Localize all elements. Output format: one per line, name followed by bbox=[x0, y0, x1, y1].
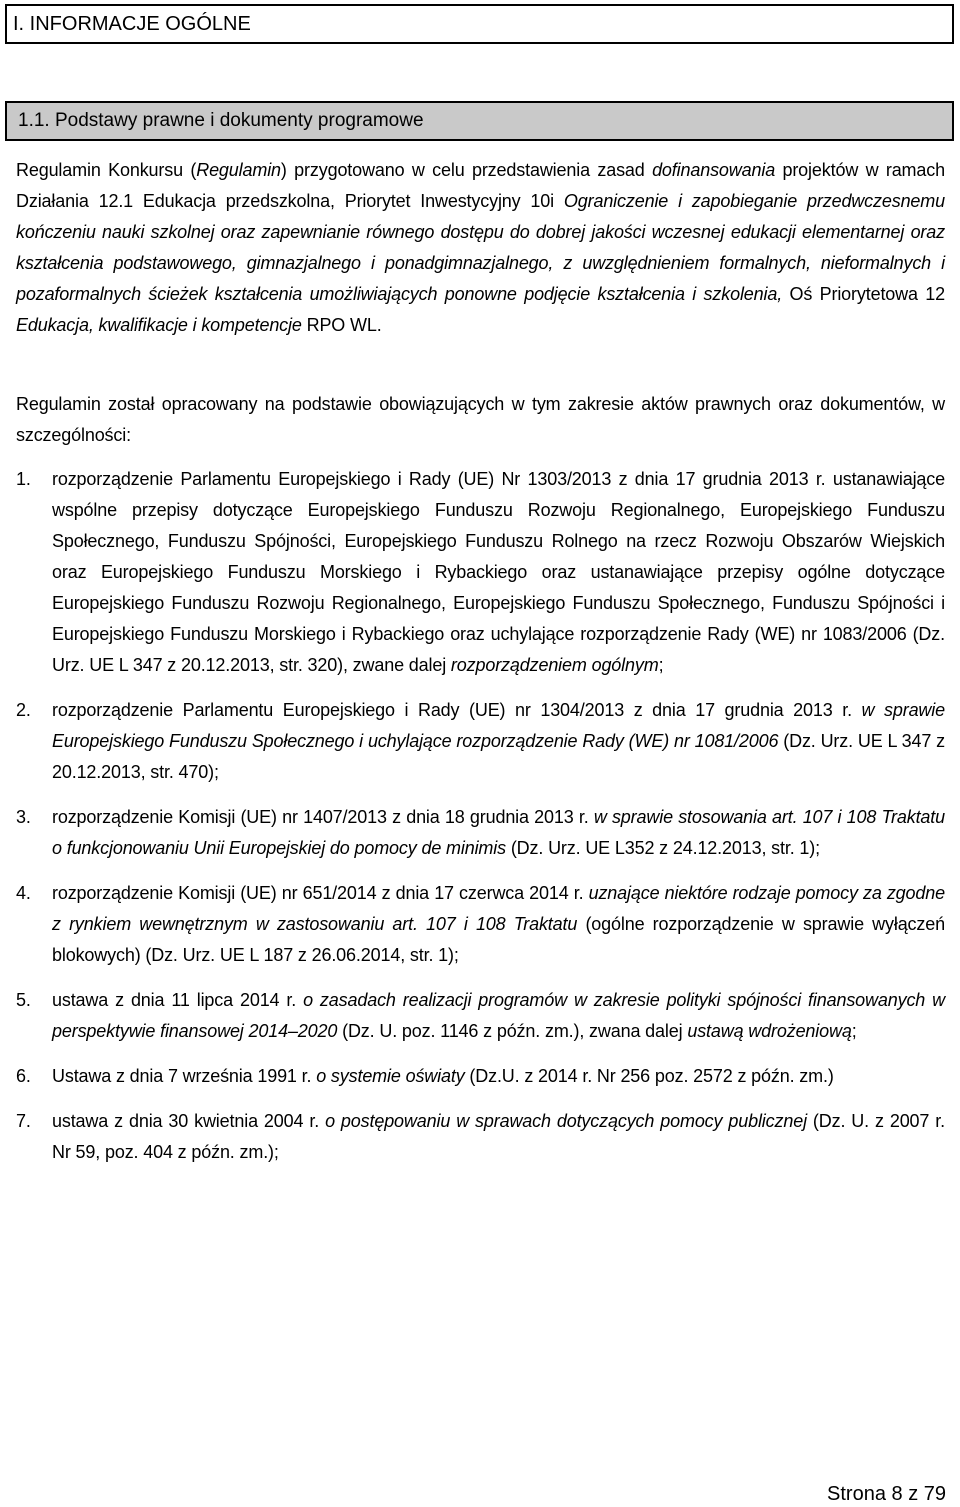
item-text: ustawa z dnia 11 lipca 2014 r. bbox=[52, 990, 304, 1010]
intro-paragraph bbox=[16, 155, 945, 341]
subsection-heading: 1.1. Podstawy prawne i dokumenty programowe bbox=[5, 101, 954, 141]
item-text: rozporządzenie Komisji (UE) nr 651/2014 z dnia 17 czerwca 2014 r. bbox=[52, 883, 589, 903]
list-item bbox=[16, 802, 945, 864]
list-number: 1. bbox=[16, 469, 31, 489]
item-text: (Dz. U. poz. 1146 z późn. zm.), zwana dalej bbox=[337, 1021, 688, 1041]
list-number: 7. bbox=[16, 1111, 31, 1131]
item-text: rozporządzenie Komisji (UE) nr 1407/2013 z dnia 18 grudnia 2013 r. bbox=[52, 807, 594, 827]
item-text: (ogólne rozporządzenie w sprawie wyłączeń blokowych) (Dz. Urz. UE L 187 z 26.06.2014, str. 1); bbox=[52, 914, 945, 965]
intro-text-e: projektów w ramach Działania 12.1 Edukacja przedszkolna, Priorytet Inwestycyjny 10i bbox=[16, 160, 945, 211]
item-text: ; bbox=[851, 1021, 857, 1041]
item-italic: o zasadach realizacji programów w zakresie polityki spójności finansowanych w perspektywie finansowej 2014–2020 bbox=[52, 990, 946, 1041]
intro-text-f: Ograniczenie i zapobieganie przedwczesnemu kończeniu nauki szkolnej oraz zapewnianie równego dostępu do dobrej jakości wczesnej edukacji elementarnej oraz kształcenia podstawowego, gimnazjalnego i ponadgimnazjalnego, z uwzględnieniem formalnych, nieformalnych i pozaformalnych ścieżek kształcenia umożliwiających ponowne podjęcie kształcenia i szkolenia, bbox=[16, 191, 945, 304]
section-heading: I. INFORMACJE OGÓLNE bbox=[5, 4, 954, 44]
intro-text-c: ) przygotowano w celu przedstawienia zasad bbox=[280, 160, 653, 180]
list-item bbox=[16, 878, 945, 971]
item-italic: w sprawie stosowania art. 107 i 108 Traktatu o funkcjonowaniu Unii Europejskiej do pomocy de minimis bbox=[52, 807, 945, 858]
intro-text-a: Regulamin Konkursu ( bbox=[16, 160, 197, 180]
item-italic: o systemie oświaty bbox=[316, 1066, 465, 1086]
item-text: (Dz. U. z 2007 r. Nr 59, poz. 404 z późn. zm.); bbox=[52, 1111, 945, 1162]
item-italic: rozporządzeniem ogólnym bbox=[450, 655, 659, 675]
list-number: 5. bbox=[16, 990, 31, 1010]
item-italic: uznające niektóre rodzaje pomocy za zgodne z rynkiem wewnętrznym w zastosowaniu art. 107 i 108 Traktatu bbox=[52, 883, 945, 934]
intro-text-h: Edukacja, kwalifikacje i kompetencje bbox=[16, 315, 302, 335]
list-item bbox=[16, 985, 945, 1047]
item-italic: ustawą wdrożeniową bbox=[687, 1021, 852, 1041]
page-number: Strona 8 z 79 bbox=[827, 1483, 946, 1505]
item-text: ; bbox=[658, 655, 664, 675]
item-text: (Dz.U. z 2014 r. Nr 256 poz. 2572 z późn. zm.) bbox=[464, 1066, 834, 1086]
list-item bbox=[16, 1061, 945, 1092]
item-text: rozporządzenie Parlamentu Europejskiego i Rady (UE) nr 1304/2013 z dnia 17 grudnia 2013 r. bbox=[52, 700, 862, 720]
item-text: (Dz. Urz. UE L352 z 24.12.2013, str. 1); bbox=[505, 838, 820, 858]
intro-text-d: dofinansowania bbox=[652, 160, 776, 180]
item-italic: o postępowaniu w sprawach dotyczących pomocy publicznej bbox=[325, 1111, 807, 1131]
list-item bbox=[16, 1106, 945, 1168]
intro-text-g: Oś Priorytetowa 12 bbox=[782, 284, 945, 304]
intro-text-i: RPO WL. bbox=[301, 315, 382, 335]
list-item bbox=[16, 695, 945, 788]
item-text: Ustawa z dnia 7 września 1991 r. bbox=[52, 1066, 317, 1086]
list-number: 3. bbox=[16, 807, 31, 827]
legal-acts-list bbox=[16, 464, 945, 1168]
item-text: ustawa z dnia 30 kwietnia 2004 r. bbox=[52, 1111, 326, 1131]
item-italic: w sprawie Europejskiego Funduszu Społecznego i uchylające rozporządzenie Rady (WE) nr 1081/2006 bbox=[52, 700, 945, 751]
intro-text-b: Regulamin bbox=[196, 160, 281, 180]
item-text: rozporządzenie Parlamentu Europejskiego i Rady (UE) Nr 1303/2013 z dnia 17 grudnia 2013 r. ustanawiające wspólne przepisy dotyczące Europejskiego Funduszu Rozwoju Regionalnego, Europejskiego Funduszu Społecznego, Funduszu Spójności, Europejskiego Funduszu Rolnego na rzecz Rozwoju Obszarów Wiejskich oraz Europejskiego Funduszu Morskiego i Rybackiego oraz ustanawiające przepisy ogólne dotyczące Europejskiego Funduszu Rozwoju Regionalnego, Europejskiego Funduszu Społecznego, Funduszu Spójności i Europejskiego Funduszu Morskiego i Rybackiego oraz uchylające rozporządzenie Rady (WE) nr 1083/2006 (Dz. Urz. UE L 347 z 20.12.2013, str. 320), zwane dalej bbox=[52, 469, 945, 675]
intro-paragraph-2: Regulamin został opracowany na podstawie obowiązujących w tym zakresie aktów prawnych oraz dokumentów, w szczególności: bbox=[16, 394, 945, 445]
list-number: 4. bbox=[16, 883, 31, 903]
list-number: 6. bbox=[16, 1066, 31, 1086]
item-text: (Dz. Urz. UE L 347 z 20.12.2013, str. 470); bbox=[52, 731, 945, 782]
list-item bbox=[16, 464, 945, 681]
list-number: 2. bbox=[16, 700, 31, 720]
